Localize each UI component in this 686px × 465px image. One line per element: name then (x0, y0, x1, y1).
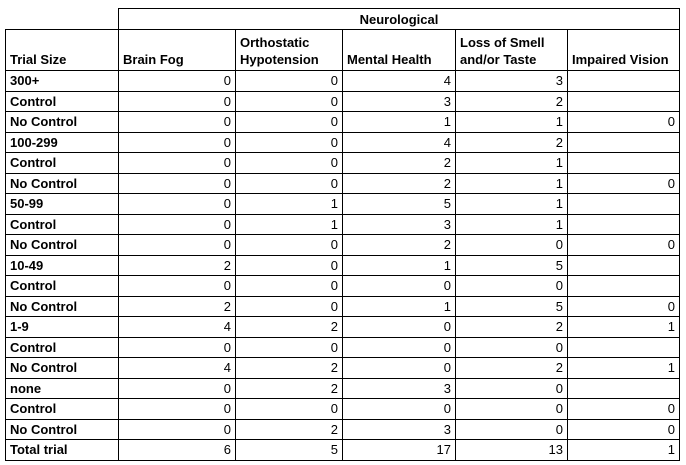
orthostatic-hypotension-cell: 0 (236, 91, 343, 112)
loss-of-smell-taste-cell: 1 (456, 194, 568, 215)
orthostatic-hypotension-cell: 0 (236, 235, 343, 256)
loss-of-smell-taste-cell: 0 (456, 337, 568, 358)
mental-health-cell: 1 (343, 296, 456, 317)
table-row (6, 378, 680, 399)
orthostatic-hypotension-cell: 1 (236, 194, 343, 215)
table-row (6, 214, 680, 235)
table-row (6, 337, 680, 358)
impaired-vision-cell (568, 337, 680, 358)
brain-fog-cell: 2 (119, 255, 236, 276)
trial-size-cell: No Control (6, 112, 119, 133)
trial-size-cell: Control (6, 214, 119, 235)
impaired-vision-cell (568, 378, 680, 399)
group-header-row (6, 9, 680, 30)
orthostatic-hypotension-cell: 0 (236, 112, 343, 133)
trial-size-cell: 300+ (6, 71, 119, 92)
impaired-vision-cell: 0 (568, 235, 680, 256)
table-row (6, 71, 680, 92)
orthostatic-hypotension-cell: 0 (236, 71, 343, 92)
brain-fog-cell: 4 (119, 358, 236, 379)
table-row (6, 317, 680, 338)
mental-health-cell: 0 (343, 337, 456, 358)
orthostatic-hypotension-cell: 2 (236, 378, 343, 399)
trial-size-cell: 1-9 (6, 317, 119, 338)
impaired-vision-cell (568, 255, 680, 276)
table-row (6, 91, 680, 112)
column-header-row (6, 30, 680, 71)
impaired-vision-cell: 0 (568, 112, 680, 133)
loss-of-smell-taste-cell: 0 (456, 419, 568, 440)
loss-of-smell-taste-cell: 0 (456, 378, 568, 399)
brain-fog-cell: 6 (119, 440, 236, 461)
mental-health-cell: 3 (343, 91, 456, 112)
brain-fog-cell: 0 (119, 153, 236, 174)
loss-of-smell-taste-cell: 5 (456, 255, 568, 276)
impaired-vision-cell: 1 (568, 358, 680, 379)
mental-health-cell: 2 (343, 153, 456, 174)
column-header-trial-size: Trial Size (6, 30, 119, 71)
loss-of-smell-taste-cell: 2 (456, 132, 568, 153)
impaired-vision-cell (568, 71, 680, 92)
orthostatic-hypotension-cell: 0 (236, 153, 343, 174)
loss-of-smell-taste-cell: 1 (456, 153, 568, 174)
brain-fog-cell: 0 (119, 337, 236, 358)
table-row (6, 358, 680, 379)
trial-size-cell: none (6, 378, 119, 399)
loss-of-smell-taste-cell: 1 (456, 214, 568, 235)
impaired-vision-cell: 0 (568, 399, 680, 420)
orthostatic-hypotension-cell: 2 (236, 358, 343, 379)
trial-size-cell: No Control (6, 173, 119, 194)
impaired-vision-cell: 1 (568, 440, 680, 461)
mental-health-cell: 0 (343, 317, 456, 338)
mental-health-cell: 3 (343, 419, 456, 440)
orthostatic-hypotension-cell: 5 (236, 440, 343, 461)
table-row (6, 276, 680, 297)
brain-fog-cell: 0 (119, 71, 236, 92)
trial-size-cell: No Control (6, 419, 119, 440)
neurological-table (5, 8, 680, 461)
impaired-vision-cell (568, 153, 680, 174)
loss-of-smell-taste-cell: 1 (456, 112, 568, 133)
orthostatic-hypotension-cell: 2 (236, 419, 343, 440)
trial-size-cell: Control (6, 337, 119, 358)
orthostatic-hypotension-cell: 0 (236, 296, 343, 317)
impaired-vision-cell: 0 (568, 296, 680, 317)
trial-size-cell: 10-49 (6, 255, 119, 276)
header-blank-cell (6, 9, 119, 30)
impaired-vision-cell: 0 (568, 419, 680, 440)
mental-health-cell: 2 (343, 173, 456, 194)
orthostatic-hypotension-cell: 0 (236, 399, 343, 420)
loss-of-smell-taste-cell: 3 (456, 71, 568, 92)
trial-size-cell: Control (6, 91, 119, 112)
table-row (6, 173, 680, 194)
column-header-loss-of-smell-taste: Loss of Smell and/or Taste (456, 30, 568, 71)
brain-fog-cell: 0 (119, 399, 236, 420)
mental-health-cell: 4 (343, 132, 456, 153)
brain-fog-cell: 2 (119, 296, 236, 317)
brain-fog-cell: 0 (119, 132, 236, 153)
brain-fog-cell: 0 (119, 173, 236, 194)
table-container (5, 8, 680, 461)
brain-fog-cell: 0 (119, 276, 236, 297)
mental-health-cell: 4 (343, 71, 456, 92)
table-row (6, 194, 680, 215)
brain-fog-cell: 0 (119, 378, 236, 399)
column-header-mental-health: Mental Health (343, 30, 456, 71)
impaired-vision-cell (568, 214, 680, 235)
mental-health-cell: 1 (343, 255, 456, 276)
trial-size-cell: Control (6, 153, 119, 174)
table-row (6, 132, 680, 153)
loss-of-smell-taste-cell: 5 (456, 296, 568, 317)
table-row (6, 153, 680, 174)
loss-of-smell-taste-cell: 2 (456, 358, 568, 379)
brain-fog-cell: 0 (119, 194, 236, 215)
orthostatic-hypotension-cell: 2 (236, 317, 343, 338)
impaired-vision-cell (568, 132, 680, 153)
trial-size-cell: Total trial (6, 440, 119, 461)
loss-of-smell-taste-cell: 1 (456, 173, 568, 194)
mental-health-cell: 17 (343, 440, 456, 461)
table-row (6, 296, 680, 317)
brain-fog-cell: 0 (119, 112, 236, 133)
orthostatic-hypotension-cell: 0 (236, 255, 343, 276)
orthostatic-hypotension-cell: 0 (236, 132, 343, 153)
mental-health-cell: 2 (343, 235, 456, 256)
brain-fog-cell: 0 (119, 419, 236, 440)
loss-of-smell-taste-cell: 2 (456, 317, 568, 338)
column-header-brain-fog: Brain Fog (119, 30, 236, 71)
trial-size-cell: Control (6, 399, 119, 420)
trial-size-cell: 50-99 (6, 194, 119, 215)
orthostatic-hypotension-cell: 0 (236, 173, 343, 194)
trial-size-cell: No Control (6, 358, 119, 379)
group-header-neurological: Neurological (119, 9, 680, 30)
mental-health-cell: 0 (343, 399, 456, 420)
table-row (6, 419, 680, 440)
loss-of-smell-taste-cell: 13 (456, 440, 568, 461)
loss-of-smell-taste-cell: 0 (456, 399, 568, 420)
orthostatic-hypotension-cell: 0 (236, 276, 343, 297)
impaired-vision-cell (568, 91, 680, 112)
column-header-impaired-vision: Impaired Vision (568, 30, 680, 71)
table-row (6, 112, 680, 133)
brain-fog-cell: 0 (119, 235, 236, 256)
mental-health-cell: 0 (343, 358, 456, 379)
trial-size-cell: Control (6, 276, 119, 297)
brain-fog-cell: 0 (119, 91, 236, 112)
mental-health-cell: 1 (343, 112, 456, 133)
loss-of-smell-taste-cell: 0 (456, 235, 568, 256)
loss-of-smell-taste-cell: 0 (456, 276, 568, 297)
column-header-orthostatic-hypotension: Orthostatic Hypotension (236, 30, 343, 71)
trial-size-cell: No Control (6, 235, 119, 256)
impaired-vision-cell (568, 276, 680, 297)
mental-health-cell: 0 (343, 276, 456, 297)
table-row (6, 440, 680, 461)
brain-fog-cell: 4 (119, 317, 236, 338)
orthostatic-hypotension-cell: 1 (236, 214, 343, 235)
mental-health-cell: 3 (343, 378, 456, 399)
table-row (6, 255, 680, 276)
table-body (6, 71, 680, 461)
mental-health-cell: 5 (343, 194, 456, 215)
table-row (6, 399, 680, 420)
mental-health-cell: 3 (343, 214, 456, 235)
brain-fog-cell: 0 (119, 214, 236, 235)
impaired-vision-cell (568, 194, 680, 215)
trial-size-cell: No Control (6, 296, 119, 317)
orthostatic-hypotension-cell: 0 (236, 337, 343, 358)
impaired-vision-cell: 0 (568, 173, 680, 194)
table-row (6, 235, 680, 256)
trial-size-cell: 100-299 (6, 132, 119, 153)
loss-of-smell-taste-cell: 2 (456, 91, 568, 112)
impaired-vision-cell: 1 (568, 317, 680, 338)
